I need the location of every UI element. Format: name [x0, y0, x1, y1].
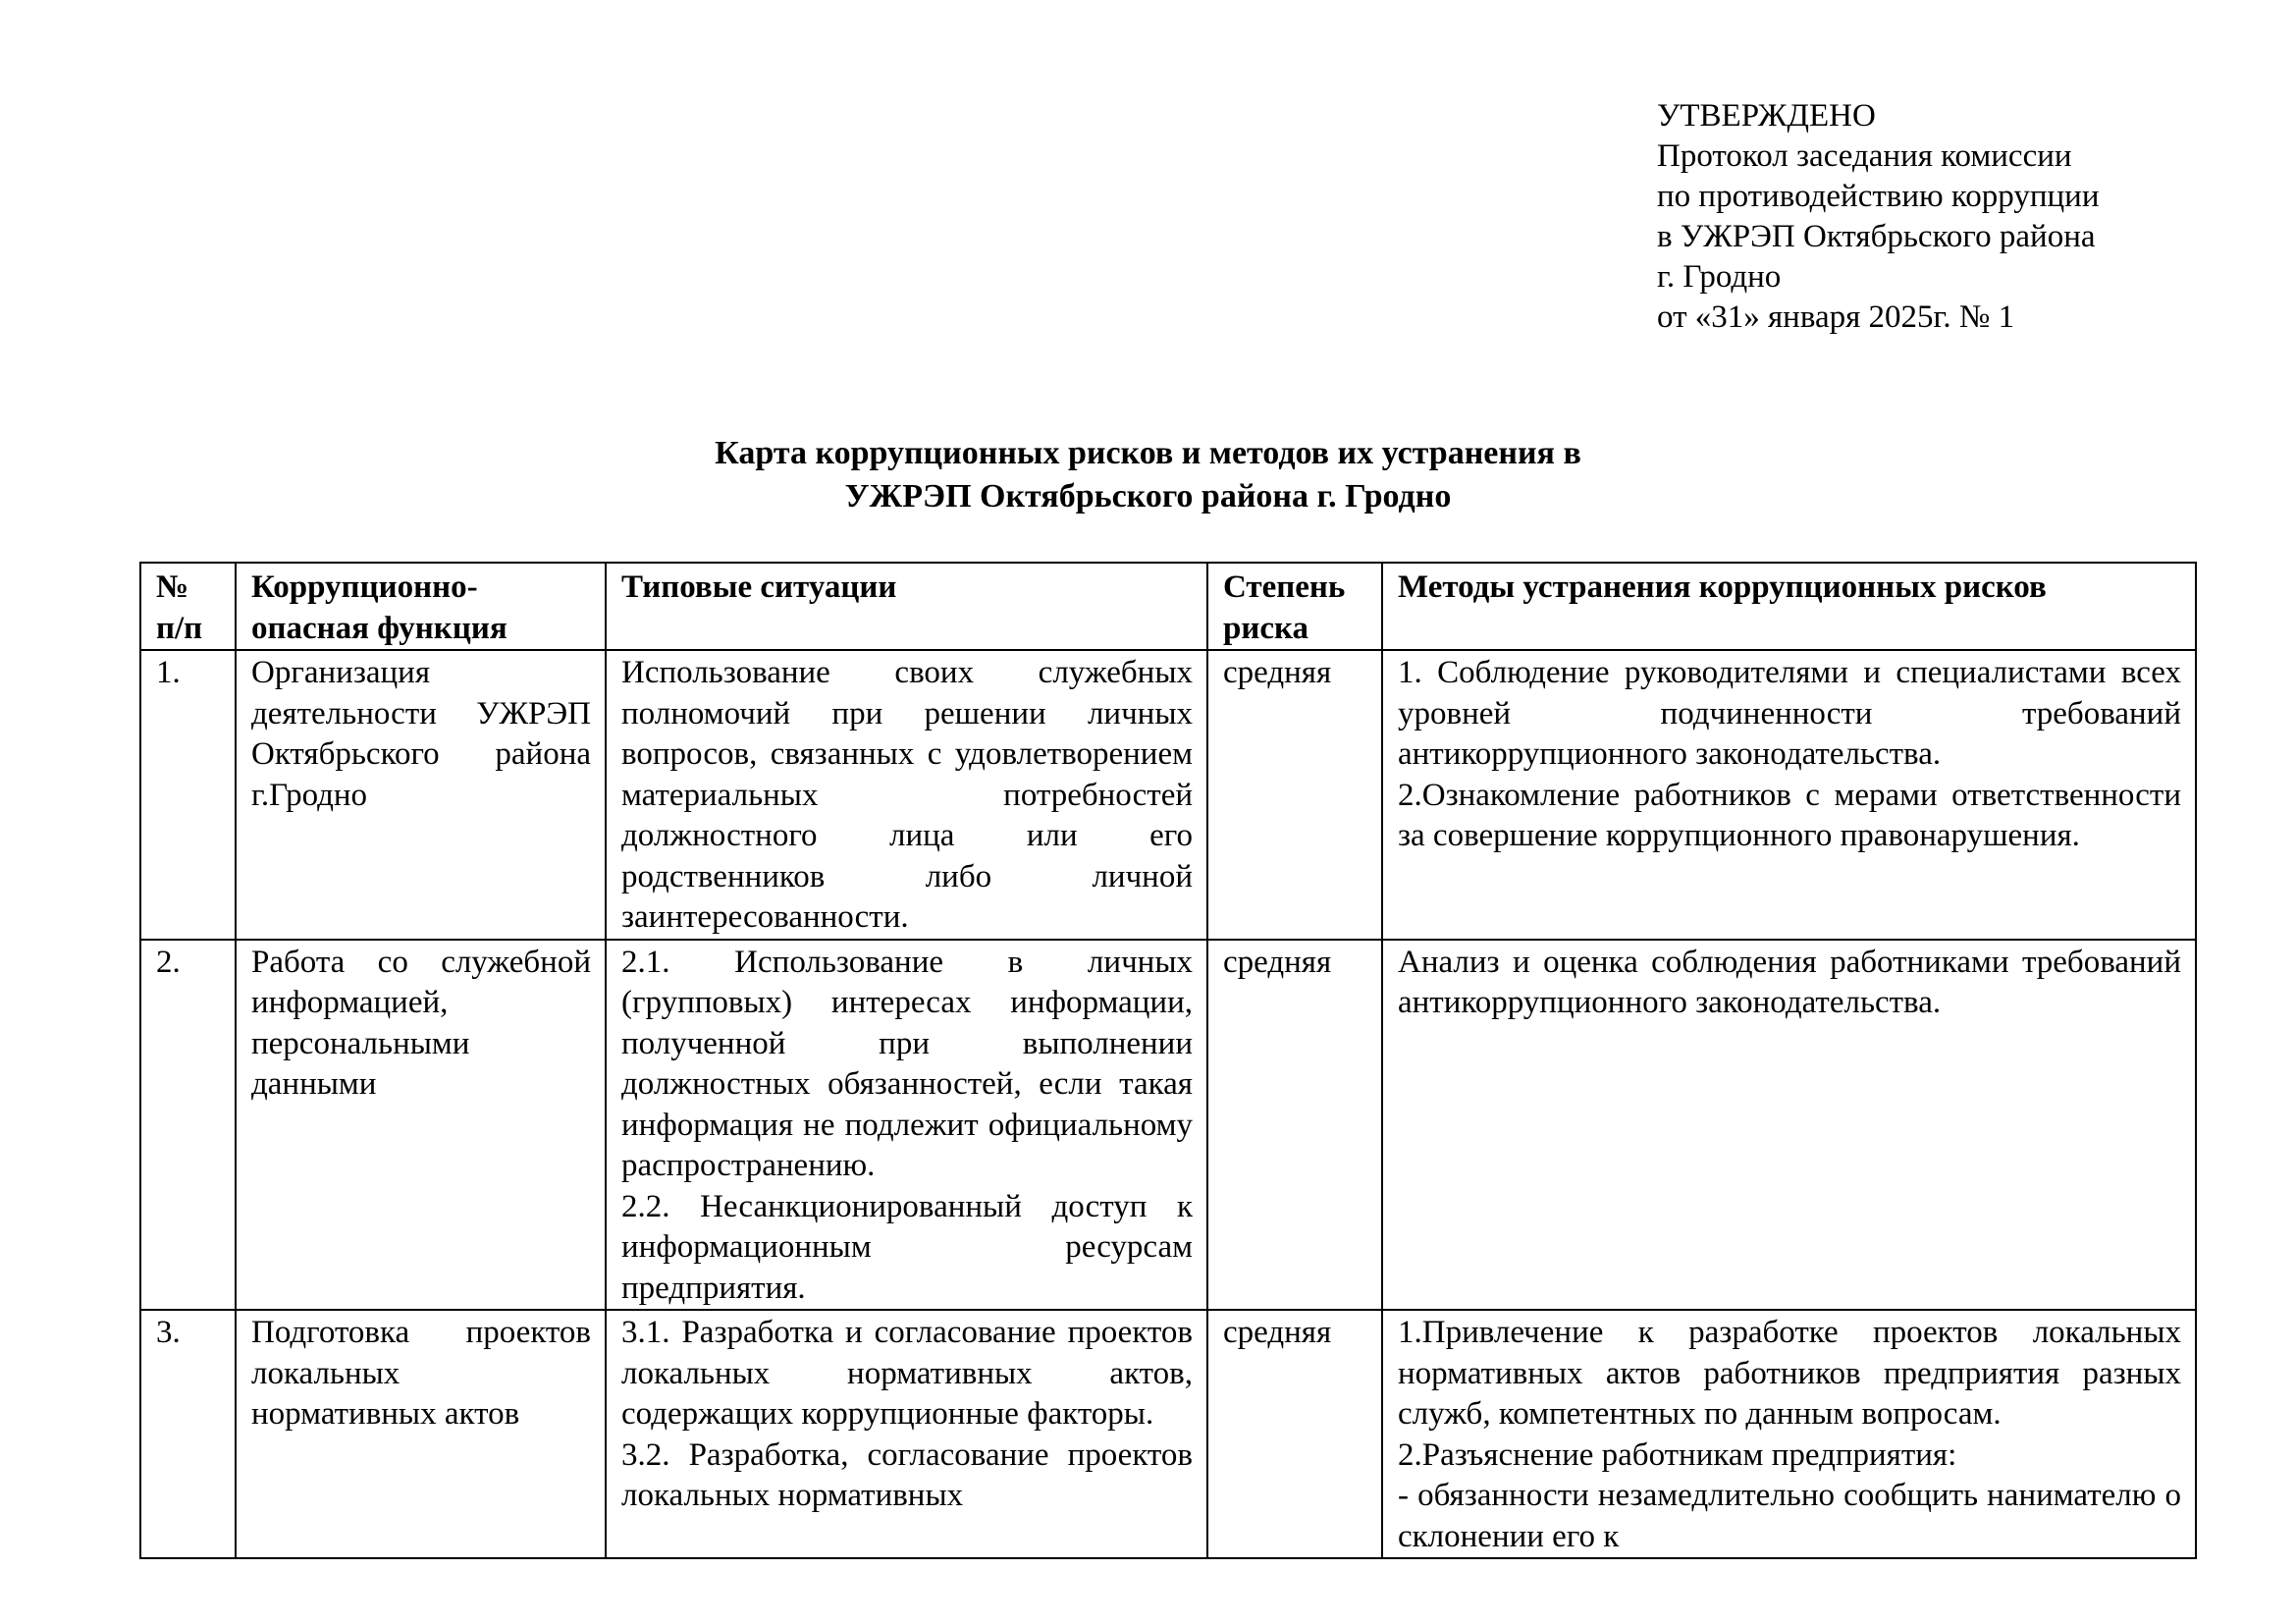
cell-function: Подготовка проектов локальных нормативных актов: [236, 1310, 606, 1558]
cell-situations: [606, 1310, 1207, 1558]
header-situations: Типовые ситуации: [606, 563, 1207, 650]
cell-num: 3.: [140, 1310, 236, 1558]
situation-paragraph: 3.1. Разработка и согласование проектов локальных нормативных актов, содержащих коррупционные факторы.: [621, 1315, 1193, 1432]
document-title-line-2: УЖРЭП Октябрьского района г. Гродно: [844, 478, 1452, 514]
cell-methods: [1382, 650, 2196, 940]
cell-degree: средняя: [1207, 940, 1382, 1311]
risk-map-table: [139, 562, 2197, 1559]
table-row: [140, 1310, 2196, 1558]
method-paragraph: - обязанности незамедлительно сообщить нанимателю о склонении его к: [1398, 1478, 2181, 1554]
method-paragraph: 2.Разъяснение работникам предприятия:: [1398, 1436, 1957, 1473]
cell-num: 2.: [140, 940, 236, 1311]
header-methods: Методы устранения коррупционных рисков: [1382, 563, 2196, 650]
situation-paragraph: 2.2. Несанкционированный доступ к информационным ресурсам предприятия.: [621, 1188, 1193, 1306]
table-row: [140, 940, 2196, 1311]
approval-block: [1657, 96, 2100, 338]
cell-situations: [606, 940, 1207, 1311]
method-paragraph: 2.Ознакомление работников с мерами ответственности за совершение коррупционного правонарушения.: [1398, 777, 2181, 853]
situation-paragraph: Использование своих служебных полномочий при решении личных вопросов, связанных с удовлетворением материальных потребностей должностного лица или его родственников либо личной заинтересованности.: [621, 655, 1193, 935]
cell-methods: [1382, 1310, 2196, 1558]
situation-paragraph: 3.2. Разработка, согласование проектов локальных нормативных: [621, 1436, 1193, 1513]
method-paragraph: 1.Привлечение к разработке проектов локальных нормативных актов работников предприятия разных служб, компетентных по данным вопросам.: [1398, 1315, 2181, 1432]
method-paragraph: 1. Соблюдение руководителями и специалистами всех уровней подчиненности требований антикоррупционного законодательства.: [1398, 655, 2181, 772]
approval-line: от «31» января 2025г. № 1: [1657, 299, 2015, 335]
approval-line: г. Гродно: [1657, 259, 1782, 295]
method-paragraph: Анализ и оценка соблюдения работниками требований антикоррупционного законодательства.: [1398, 944, 2181, 1020]
approval-line: по противодействию коррупции: [1657, 179, 2100, 214]
header-degree: Степень риска: [1207, 563, 1382, 650]
table-header-row: [140, 563, 2196, 650]
cell-function: Организация деятельности УЖРЭП Октябрьского района г.Гродно: [236, 650, 606, 940]
header-function: Коррупционно-опасная функция: [236, 563, 606, 650]
document-title-line-1: Карта коррупционных рисков и методов их устранения в: [715, 435, 1581, 471]
cell-methods: [1382, 940, 2196, 1311]
cell-situations: [606, 650, 1207, 940]
approval-line: УТВЕРЖДЕНО: [1657, 98, 1876, 134]
table-row: [140, 650, 2196, 940]
cell-function: Работа со служебной информацией, персональными данными: [236, 940, 606, 1311]
cell-num: 1.: [140, 650, 236, 940]
cell-degree: средняя: [1207, 650, 1382, 940]
situation-paragraph: 2.1. Использование в личных (групповых) интересах информации, полученной при выполнении должностных обязанностей, если такая информация не подлежит официальному распространению.: [621, 944, 1193, 1183]
header-num: № п/п: [140, 563, 236, 650]
approval-line: в УЖРЭП Октябрьского района: [1657, 219, 2096, 254]
document-title: [0, 432, 2296, 518]
cell-degree: средняя: [1207, 1310, 1382, 1558]
approval-line: Протокол заседания комиссии: [1657, 138, 2072, 174]
